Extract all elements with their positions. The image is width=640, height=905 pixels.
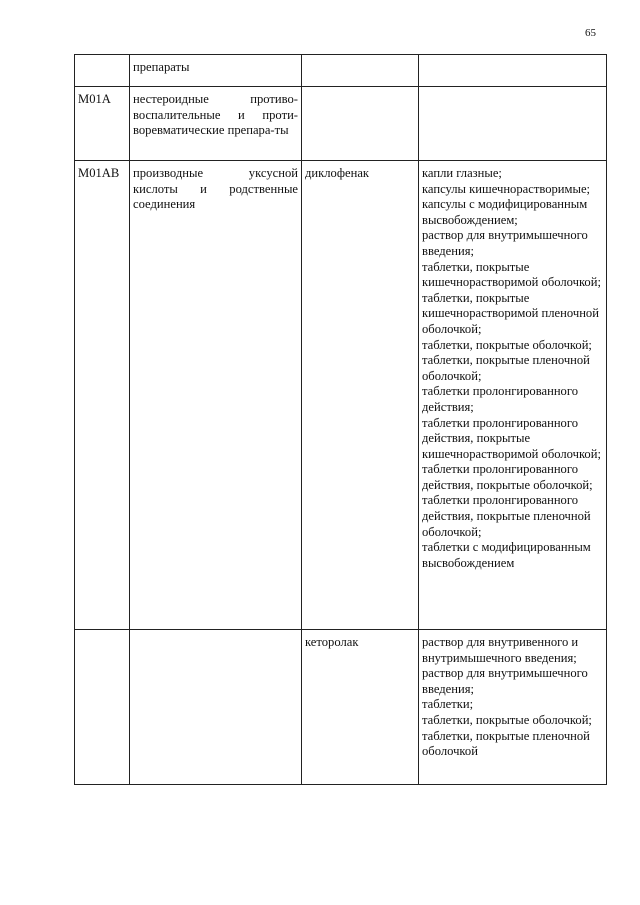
table-row [75,55,607,87]
dosage-form-item: таблетки, покрытые пленочной оболочкой; [422,353,590,383]
group-name-cell: производные уксусной кислоты и родственные соединения [130,161,302,630]
page-number: 65 [585,27,596,39]
dosage-forms-list [422,166,603,571]
dosage-forms-list [422,635,603,760]
dosage-form-item: таблетки, покрытые кишечнорастворимой пленочной оболочкой; [422,290,599,336]
drug-classification-table [74,54,607,785]
dosage-form-item: таблетки, покрытые пленочной оболочкой [422,728,590,759]
dosage-form-item: таблетки, покрытые оболочкой; [422,712,592,727]
drug-name-cell: диклофенак [302,161,419,630]
atc-code-cell: M01AB [75,161,130,630]
drug-name-cell: кеторолак [302,630,419,785]
atc-code-cell [75,55,130,87]
table-row [75,630,607,785]
atc-code-cell [75,630,130,785]
dosage-form-item: таблетки пролонгированного действия, покрытые оболочкой; [422,462,593,492]
drug-name-cell [302,87,419,161]
atc-code-cell: M01A [75,87,130,161]
table-row [75,87,607,161]
dosage-form-item: таблетки пролонгированного действия; [422,384,579,414]
table-row [75,161,607,630]
dosage-forms-cell [419,161,607,630]
dosage-form-item: раствор для внутримышечного введения; [422,228,588,258]
dosage-form-item: капсулы с модифицированным высвобождением; [422,197,588,227]
dosage-form-item: таблетки, покрытые оболочкой; [422,337,592,352]
dosage-forms-cell [419,55,607,87]
dosage-form-item: таблетки пролонгированного действия, покрытые кишечнорастворимой оболочкой; [422,415,601,461]
table-body [75,55,607,785]
dosage-form-item: таблетки с модифицированным высвобождением [422,540,591,570]
dosage-form-item: таблетки пролонгированного действия, покрытые пленочной оболочкой; [422,493,591,539]
group-name-cell: нестероидные противо-воспалительные и проти-воревматические препара-ты [130,87,302,161]
dosage-form-item: раствор для внутривенного и внутримышечного введения; [422,635,579,665]
dosage-forms-cell [419,87,607,161]
group-name-cell: препараты [130,55,302,87]
group-name-cell [130,630,302,785]
dosage-form-item: капсулы кишечнорастворимые; [422,181,591,196]
dosage-form-item: таблетки, покрытые кишечнорастворимой оболочкой; [422,259,601,290]
dosage-form-item: таблетки; [422,697,474,712]
dosage-forms-cell [419,630,607,785]
dosage-form-item: капли глазные; [422,166,502,180]
dosage-form-item: раствор для внутримышечного введения; [422,666,588,696]
drug-name-cell [302,55,419,87]
